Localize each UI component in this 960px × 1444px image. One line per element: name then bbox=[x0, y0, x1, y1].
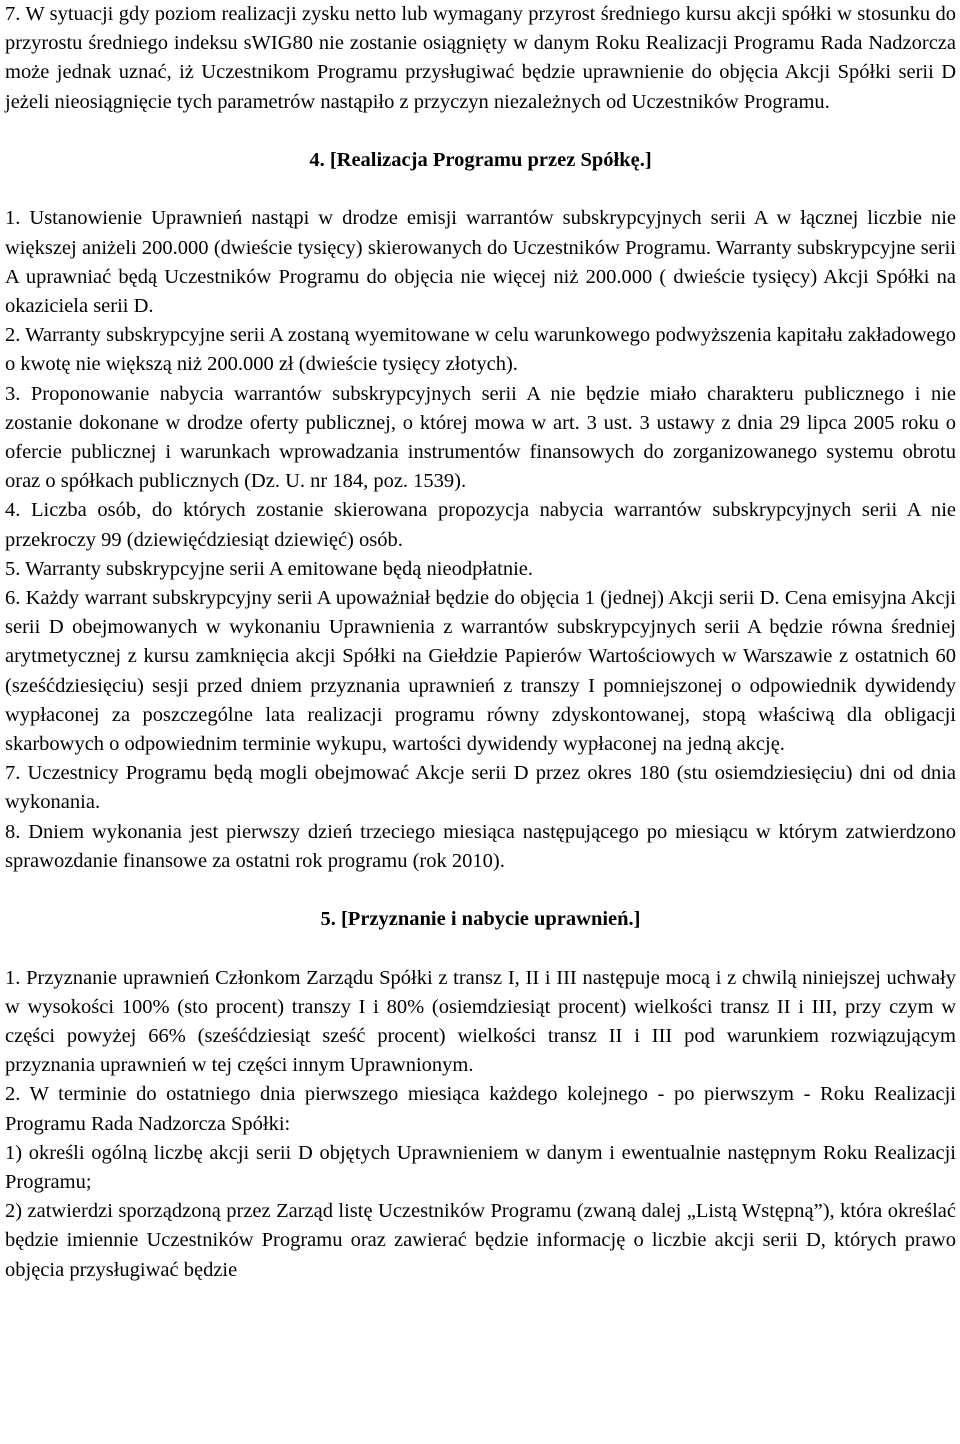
section-4-heading: 4. [Realizacja Programu przez Spółkę.] bbox=[309, 149, 652, 171]
spacer bbox=[5, 934, 956, 963]
paragraph-4-7: 7. Uczestnicy Programu będą mogli obejmować Akcje serii D przez okres 180 (stu osiemdziesięciu) dni od dnia wykonania. bbox=[5, 762, 956, 814]
spacer bbox=[5, 175, 956, 204]
paragraph-4-5: 5. Warranty subskrypcyjne serii A emitowane będą nieodpłatnie. bbox=[5, 557, 533, 580]
paragraph-5-2: 2. W terminie do ostatniego dnia pierwszego miesiąca każdego kolejnego - po pierwszym - Roku Realizacji Programu Rada Nadzorcza Spółki: bbox=[5, 1083, 956, 1135]
paragraph-5-2-item-2: 2) zatwierdzi sporządzoną przez Zarząd listę Uczestników Programu (zwaną dalej „Listą Wstępną”), która określać będzie imiennie Uczestników Programu oraz zawierać będzie informację o liczbie akcji serii D, których prawo objęcia przysługiwać będzie bbox=[5, 1200, 956, 1281]
document-page bbox=[5, 0, 956, 1285]
section-5-heading: 5. [Przyznanie i nabycie uprawnień.] bbox=[320, 908, 641, 931]
paragraph-4-1: 1. Ustanowienie Uprawnień nastąpi w drodze emisji warrantów subskrypcyjnych serii A w łącznej liczbie nie większej aniżeli 200.000 (dwieście tysięcy) skierowanych do Uczestników Programu. Warranty subskrypcyjne serii A uprawniać będą Uczestników Programu do objęcia nie więcej niż 200.000 ( dwieście tysięcy) Akcji Spółki na okaziciela serii D. bbox=[5, 207, 956, 317]
paragraph-5-1: 1. Przyznanie uprawnień Członkom Zarządu Spółki z transz I, II i III następuje mocą i z chwilą niniejszej uchwały w wysokości 100% (sto procent) transzy I i 80% (osiemdziesiąt procent) wielkości transz II i III, przy czym w części powyżej 66% (sześćdziesiąt sześć procent) wielkości transz II i III pod warunkiem rozwiązującym przyznania uprawnień w tej części innym Uprawnionym. bbox=[5, 966, 956, 1077]
paragraph-4-8: 8. Dniem wykonania jest pierwszy dzień trzeciego miesiąca następującego po miesiącu w którym zatwierdzono sprawozdanie finansowe za ostatni rok programu (rok 2010). bbox=[5, 820, 956, 872]
paragraph-3-7: 7. W sytuacji gdy poziom realizacji zysku netto lub wymagany przyrost średniego kursu akcji spółki w stosunku do przyrostu średniego indeksu sWIG80 nie zostanie osiągnięty w danym Roku Realizacji Programu Rada Nadzorcza może jednak uznać, iż Uczestnikom Programu przysługiwać będzie uprawnienie do objęcia Akcji Spółki serii D jeżeli nieosiągnięcie tych parametrów nastąpiło z przyczyn niezależnych od Uczestników Programu. bbox=[5, 3, 956, 113]
paragraph-4-4: 4. Liczba osób, do których zostanie skierowana propozycja nabycia warrantów subskrypcyjnych serii A nie przekroczy 99 (dziewięćdziesiąt dziewięć) osób. bbox=[5, 499, 956, 551]
paragraph-4-2: 2. Warranty subskrypcyjne serii A zostaną wyemitowane w celu warunkowego podwyższenia kapitału zakładowego o kwotę nie większą niż 200.000 zł (dwieście tysięcy złotych). bbox=[5, 324, 956, 376]
spacer bbox=[5, 117, 956, 146]
paragraph-4-6: 6. Każdy warrant subskrypcyjny serii A upoważniał będzie do objęcia 1 (jednej) Akcji serii D. Cena emisyjna Akcji serii D obejmowanych w wykonaniu Uprawnienia z warrantów subskrypcyjnych serii A będzie równa średniej arytmetycznej z kursu zamknięcia akcji Spółki na Giełdzie Papierów Wartościowych w Warszawie z ostatnich 60 (sześćdziesięciu) sesji przed dniem przyznania uprawnień z transzy I pomniejszonej o odpowiednik dywidendy wypłaconej za poszczególne lata realizacji programu równy zdyskontowanej, stopą właściwą dla obligacji skarbowych o odpowiednim terminie wykupu, wartości dywidendy wypłaconej na jedną akcję. bbox=[5, 587, 956, 756]
paragraph-5-2-item-1: 1) określi ogólną liczbę akcji serii D objętych Uprawnieniem w danym i ewentualnie następnym Roku Realizacji Programu; bbox=[5, 1141, 956, 1194]
spacer bbox=[5, 876, 956, 905]
paragraph-4-3: 3. Proponowanie nabycia warrantów subskrypcyjnych serii A nie będzie miało charakteru publicznego i nie zostanie dokonane w drodze oferty publicznej, o której mowa w art. 3 ust. 3 ustawy z dnia 29 lipca 2005 roku o ofercie publicznej i warunkach wprowadzania instrumentów finansowych do zorganizowanego systemu obrotu oraz o spółkach publicznych (Dz. U. nr 184, poz. 1539). bbox=[5, 382, 956, 493]
